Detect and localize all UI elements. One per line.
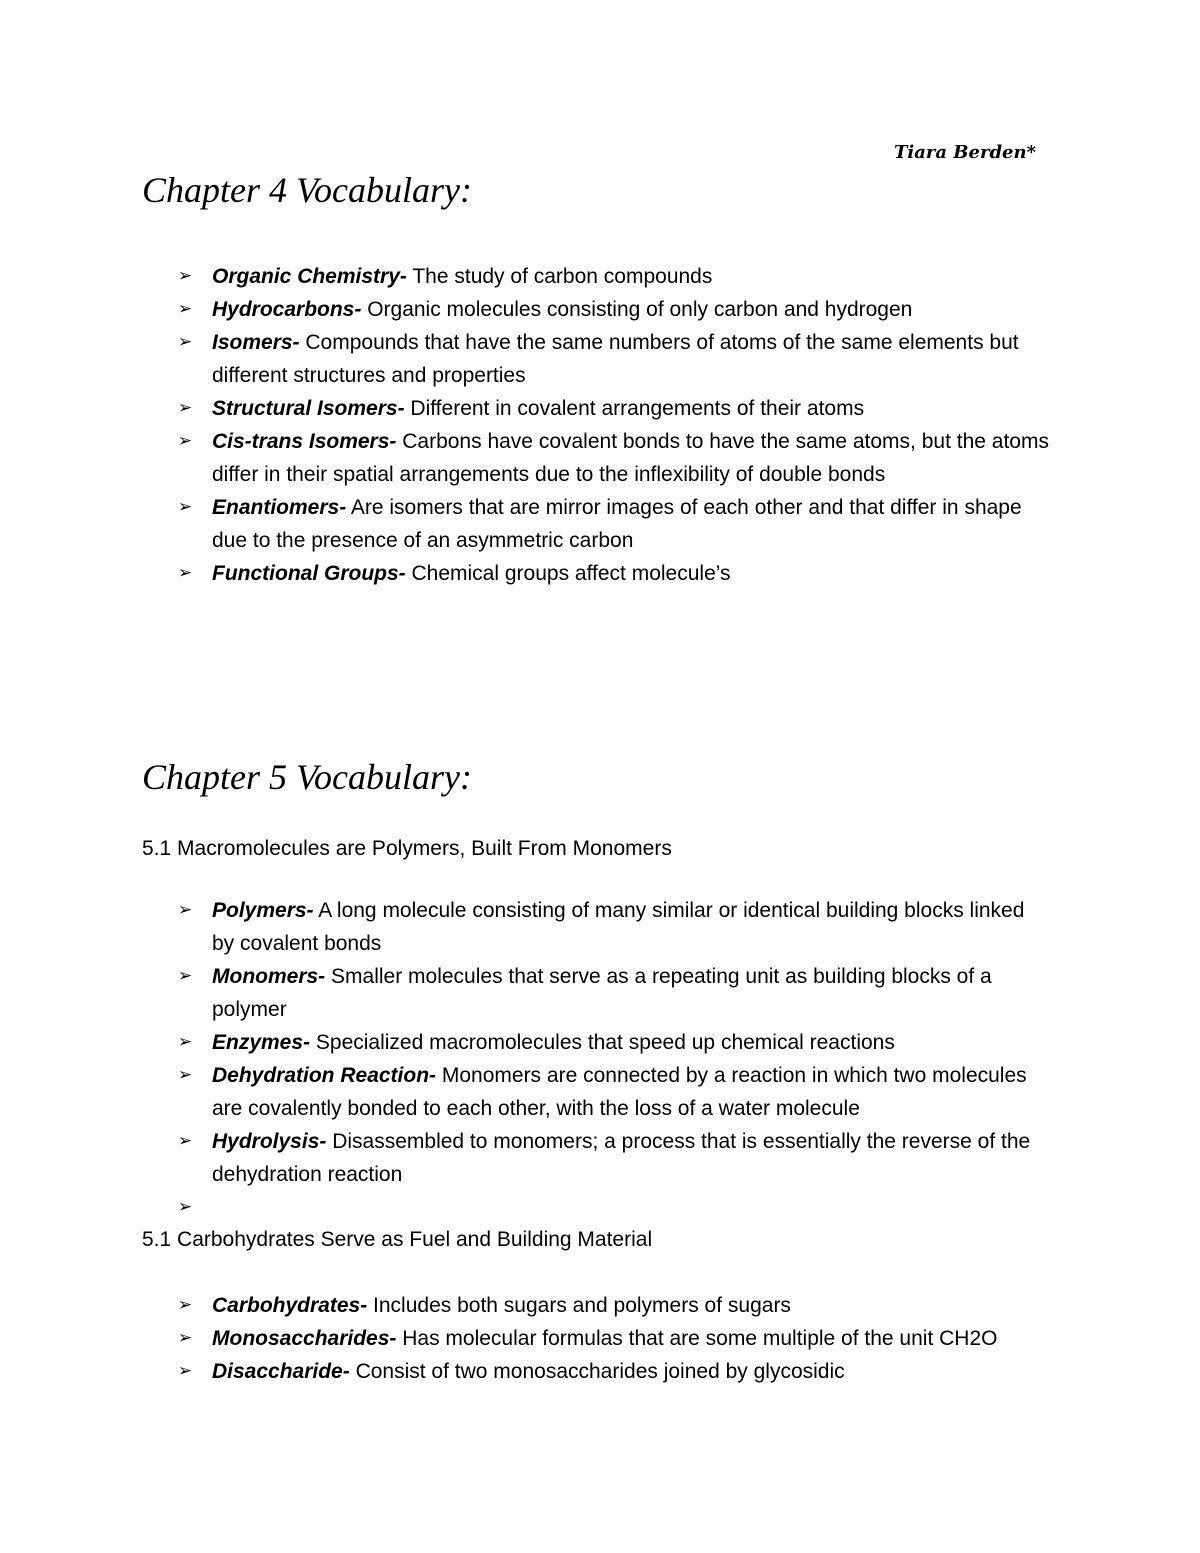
- vocab-definition: Includes both sugars and polymers of sugars: [367, 1294, 791, 1317]
- vocab-term: Functional Groups-: [212, 562, 406, 585]
- vocab-definition: Has molecular formulas that are some multiple of the unit CH2O: [396, 1327, 998, 1350]
- arrow-bullet-icon: ➢: [178, 398, 193, 418]
- vocab-definition: The study of carbon compounds: [406, 265, 713, 288]
- vocab-definition: Chemical groups affect molecule’s: [405, 562, 731, 585]
- vocab-term: Monomers-: [212, 965, 326, 988]
- vocab-item: [0, 293, 1052, 326]
- section-heading-macromolecules: 5.1 Macromolecules are Polymers, Built From Monomers: [142, 837, 672, 860]
- vocab-term: Hydrocarbons-: [212, 298, 362, 321]
- vocab-term: Monosaccharides-: [212, 1327, 397, 1350]
- vocab-item: [0, 1355, 1052, 1388]
- vocab-term: Polymers-: [212, 899, 314, 922]
- vocab-definition: Compounds that have the same numbers of atoms of the same elements but different structures and properties: [212, 331, 1019, 387]
- section-macromolecules-vocab-list: [0, 894, 1052, 1224]
- section-carbohydrates-vocab-list: [0, 1289, 1052, 1388]
- vocab-definition: Different in covalent arrangements of their atoms: [404, 397, 865, 420]
- chapter-4-vocab-list: [0, 260, 1052, 590]
- arrow-bullet-icon: ➢: [178, 1131, 193, 1151]
- vocab-term: Organic Chemistry-: [212, 265, 407, 288]
- vocab-term: Structural Isomers-: [212, 397, 405, 420]
- vocab-term: Isomers-: [212, 331, 300, 354]
- vocab-item-empty: [0, 1191, 1052, 1224]
- arrow-bullet-icon: ➢: [178, 1065, 193, 1085]
- arrow-bullet-icon: ➢: [178, 266, 193, 286]
- vocab-definition: Monomers are connected by a reaction in which two molecules are covalently bonded to each other, with the loss of a water molecule: [212, 1064, 1027, 1120]
- section-heading-carbohydrates: 5.1 Carbohydrates Serve as Fuel and Building Material: [142, 1228, 653, 1251]
- vocab-definition: Carbons have covalent bonds to have the same atoms, but the atoms differ in their spatial arrangements due to the inflexibility of double bonds: [212, 430, 1049, 486]
- vocab-definition: Consist of two monosaccharides joined by glycosidic: [349, 1360, 845, 1383]
- vocab-term: Enzymes-: [212, 1031, 311, 1054]
- vocab-item: [0, 1059, 1052, 1125]
- arrow-bullet-icon: ➢: [178, 497, 193, 517]
- vocab-item: [0, 894, 1052, 960]
- vocab-item: [0, 1125, 1052, 1191]
- arrow-bullet-icon: ➢: [178, 1032, 193, 1052]
- author-name: Tiara Berden*: [894, 142, 1036, 163]
- arrow-bullet-icon: ➢: [178, 332, 193, 352]
- vocab-definition: Are isomers that are mirror images of each other and that differ in shape due to the presence of an asymmetric carbon: [212, 496, 1022, 552]
- vocab-item: [0, 260, 1052, 293]
- arrow-bullet-icon: ➢: [178, 1328, 193, 1348]
- vocab-term: Dehydration Reaction-: [212, 1064, 437, 1087]
- vocab-term: Hydrolysis-: [212, 1130, 327, 1153]
- arrow-bullet-icon: ➢: [178, 966, 193, 986]
- vocab-item: [0, 425, 1052, 491]
- vocab-definition: Smaller molecules that serve as a repeating unit as building blocks of a polymer: [212, 965, 992, 1021]
- arrow-bullet-icon: ➢: [178, 1197, 193, 1217]
- vocab-item: [0, 392, 1052, 425]
- arrow-bullet-icon: ➢: [178, 1295, 193, 1315]
- arrow-bullet-icon: ➢: [178, 1361, 193, 1381]
- vocab-term: Cis-trans Isomers-: [212, 430, 397, 453]
- chapter-5-title: Chapter 5 Vocabulary:: [142, 757, 472, 797]
- arrow-bullet-icon: ➢: [178, 563, 193, 583]
- arrow-bullet-icon: ➢: [178, 431, 193, 451]
- vocab-definition: A long molecule consisting of many similar or identical building blocks linked by covalent bonds: [212, 899, 1025, 955]
- arrow-bullet-icon: ➢: [178, 900, 193, 920]
- vocab-item: [0, 1026, 1052, 1059]
- vocab-item: [0, 1322, 1052, 1355]
- vocab-definition: Specialized macromolecules that speed up chemical reactions: [310, 1031, 895, 1054]
- arrow-bullet-icon: ➢: [178, 299, 193, 319]
- vocab-item: [0, 960, 1052, 1026]
- vocab-item: [0, 326, 1052, 392]
- vocab-term: Carbohydrates-: [212, 1294, 368, 1317]
- vocab-item: [0, 1289, 1052, 1322]
- vocab-term: Disaccharide-: [212, 1360, 350, 1383]
- chapter-4-title: Chapter 4 Vocabulary:: [142, 170, 472, 210]
- vocab-term: Enantiomers-: [212, 496, 347, 519]
- vocab-item: [0, 491, 1052, 557]
- vocab-item: [0, 557, 1052, 590]
- vocab-definition: Disassembled to monomers; a process that is essentially the reverse of the dehydration reaction: [212, 1130, 1031, 1186]
- vocab-definition: Organic molecules consisting of only carbon and hydrogen: [361, 298, 913, 321]
